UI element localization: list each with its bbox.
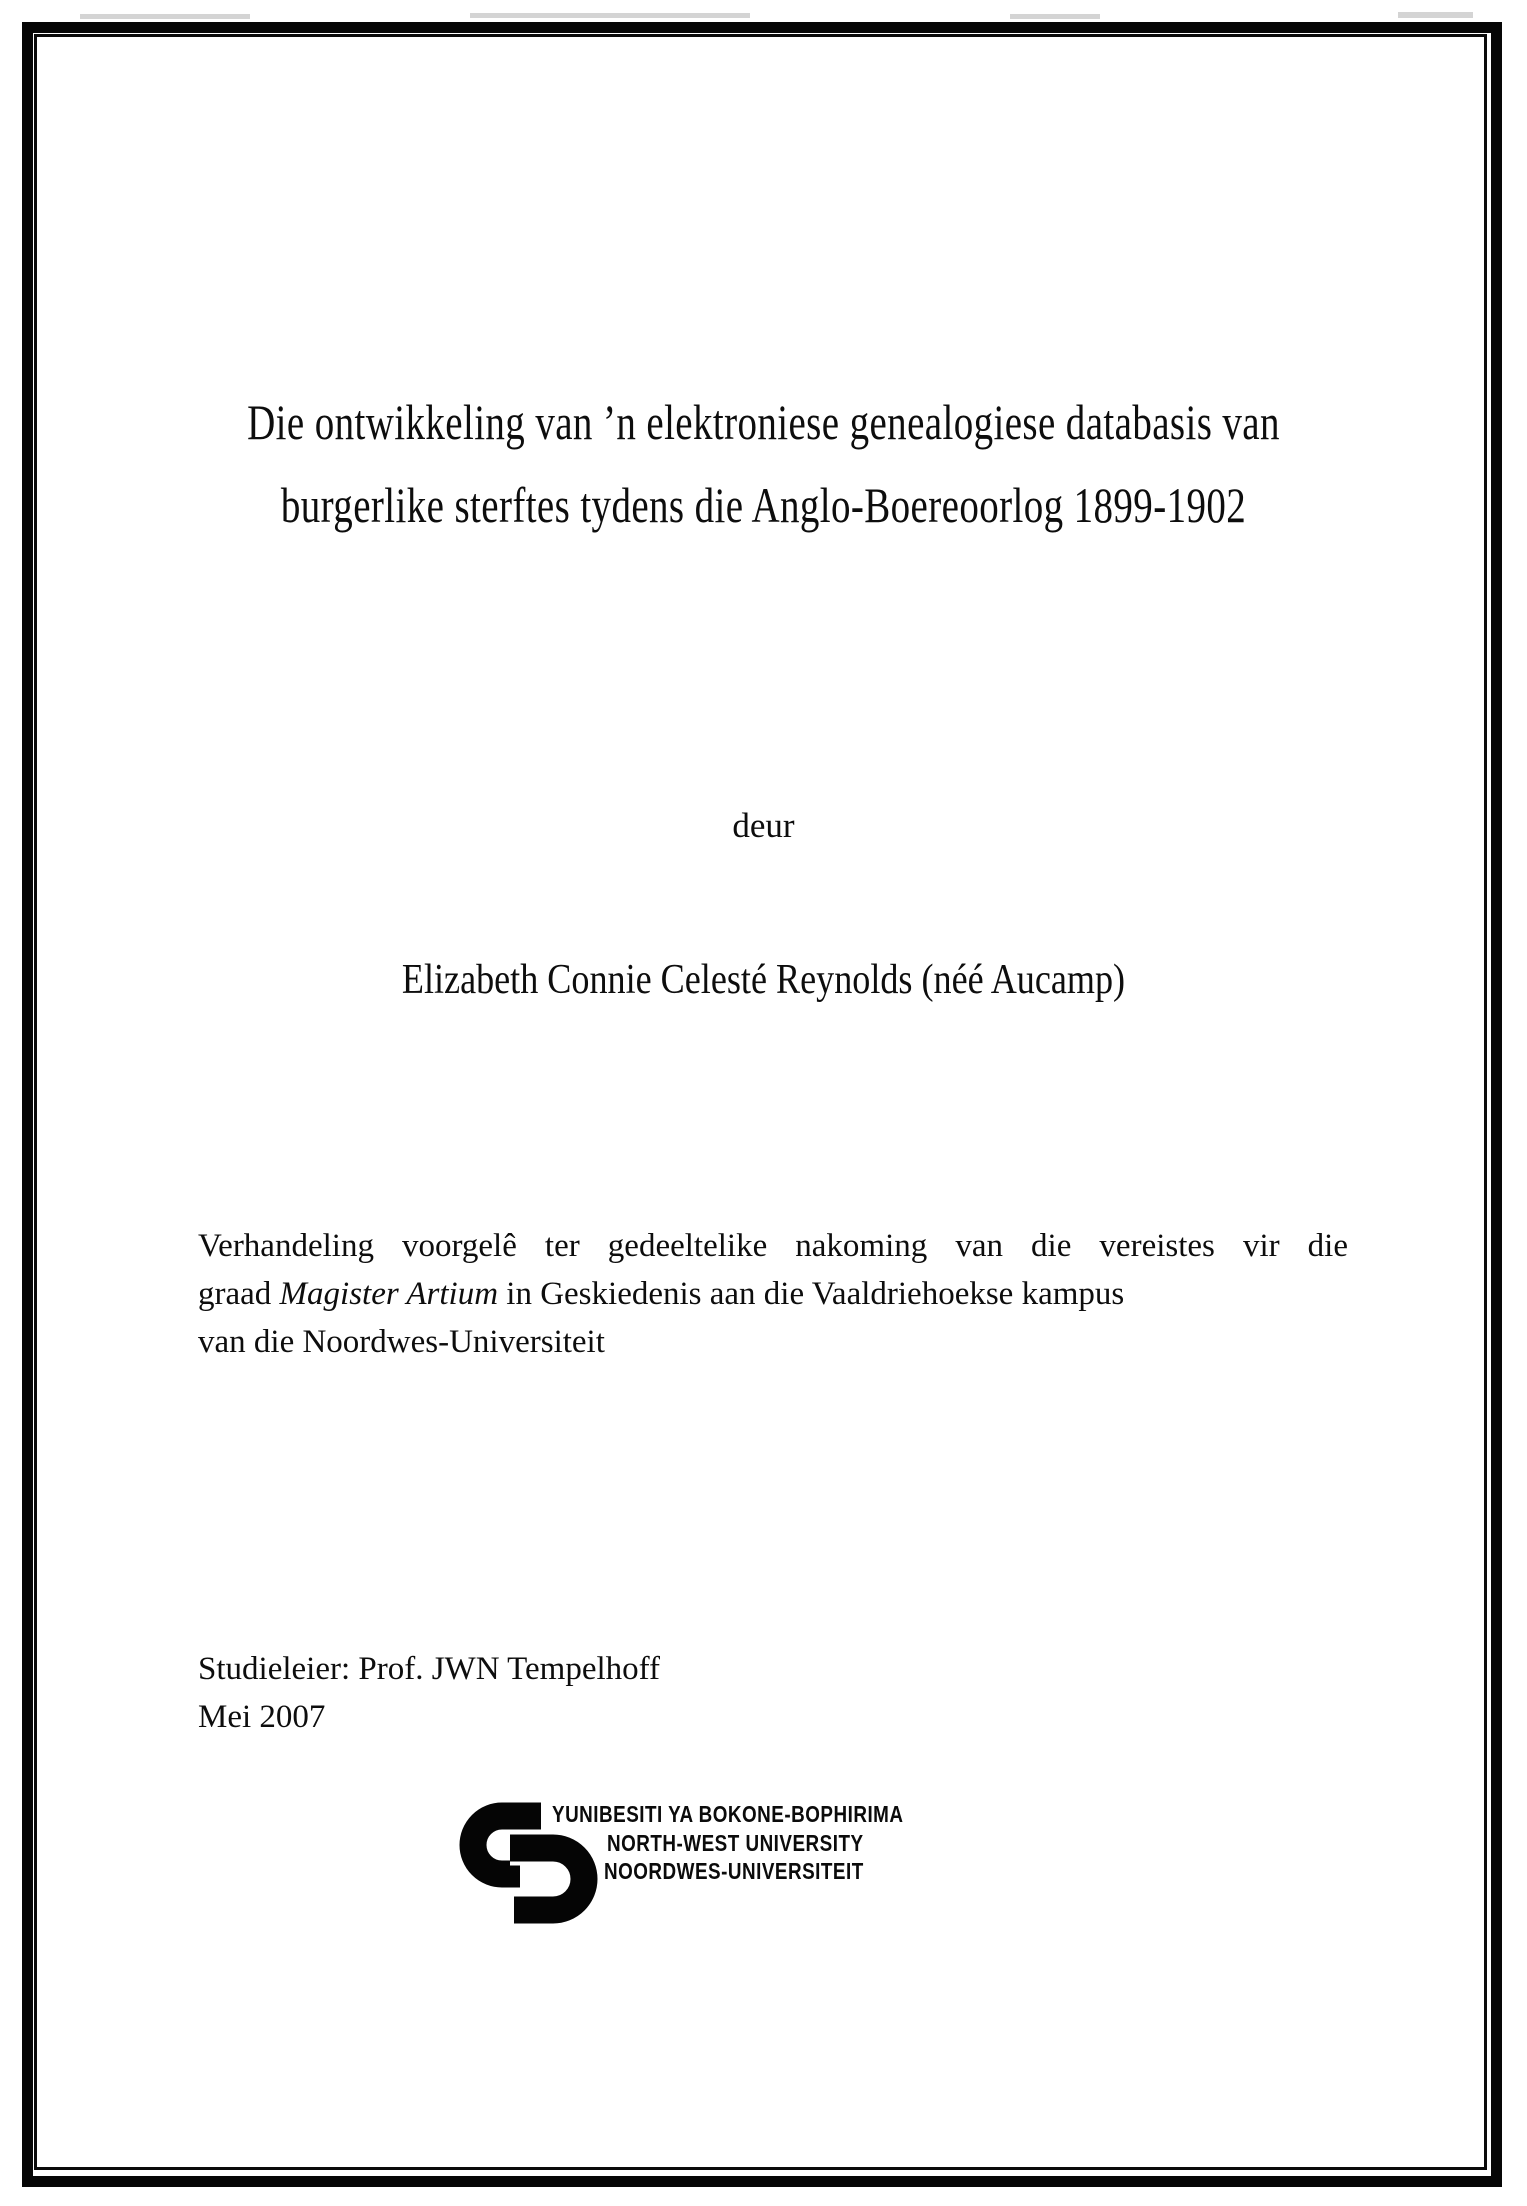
- thesis-title-line2: burgerlike sterftes tydens die Anglo-Boereoorlog 1899-1902: [280, 477, 1247, 533]
- supervisor-line: Studieleier: Prof. JWN Tempelhoff: [198, 1651, 661, 1687]
- description-line2: [198, 1270, 1348, 1318]
- logo-text-afrikaans: NOORDWES-UNIVERSITEIT: [604, 1858, 864, 1884]
- byline-preposition: deur: [732, 806, 795, 845]
- scan-artifact: [1398, 12, 1473, 18]
- logo-text-setswana: YUNIBESITI YA BOKONE-BOPHIRIMA: [552, 1801, 904, 1827]
- scan-artifact: [80, 14, 250, 19]
- description-line2-prefix: graad: [198, 1276, 272, 1312]
- supervisor-block: [198, 1645, 660, 1741]
- degree-name-italic: Magister Artium: [271, 1276, 507, 1312]
- logo-text-english: NORTH-WEST UNIVERSITY: [607, 1830, 864, 1856]
- scan-artifact: [470, 13, 750, 18]
- degree-description: [198, 1222, 1348, 1366]
- author-name: Elizabeth Connie Celesté Reynolds (néé Aucamp): [401, 957, 1126, 1003]
- date-line: Mei 2007: [198, 1699, 326, 1735]
- thesis-title-line1: Die ontwikkeling van ’n elektroniese genealogiese databasis van: [247, 394, 1280, 450]
- description-line2-suffix: in Geskiedenis aan die Vaaldriehoekse kampus: [506, 1276, 1125, 1312]
- description-line3: van die Noordwes-Universiteit: [198, 1324, 605, 1360]
- scan-artifact: [1010, 14, 1100, 19]
- thesis-title: [223, 381, 1305, 547]
- description-line1: Verhandeling voorgelê ter gedeeltelike nakoming van die vereistes vir die: [198, 1228, 1348, 1264]
